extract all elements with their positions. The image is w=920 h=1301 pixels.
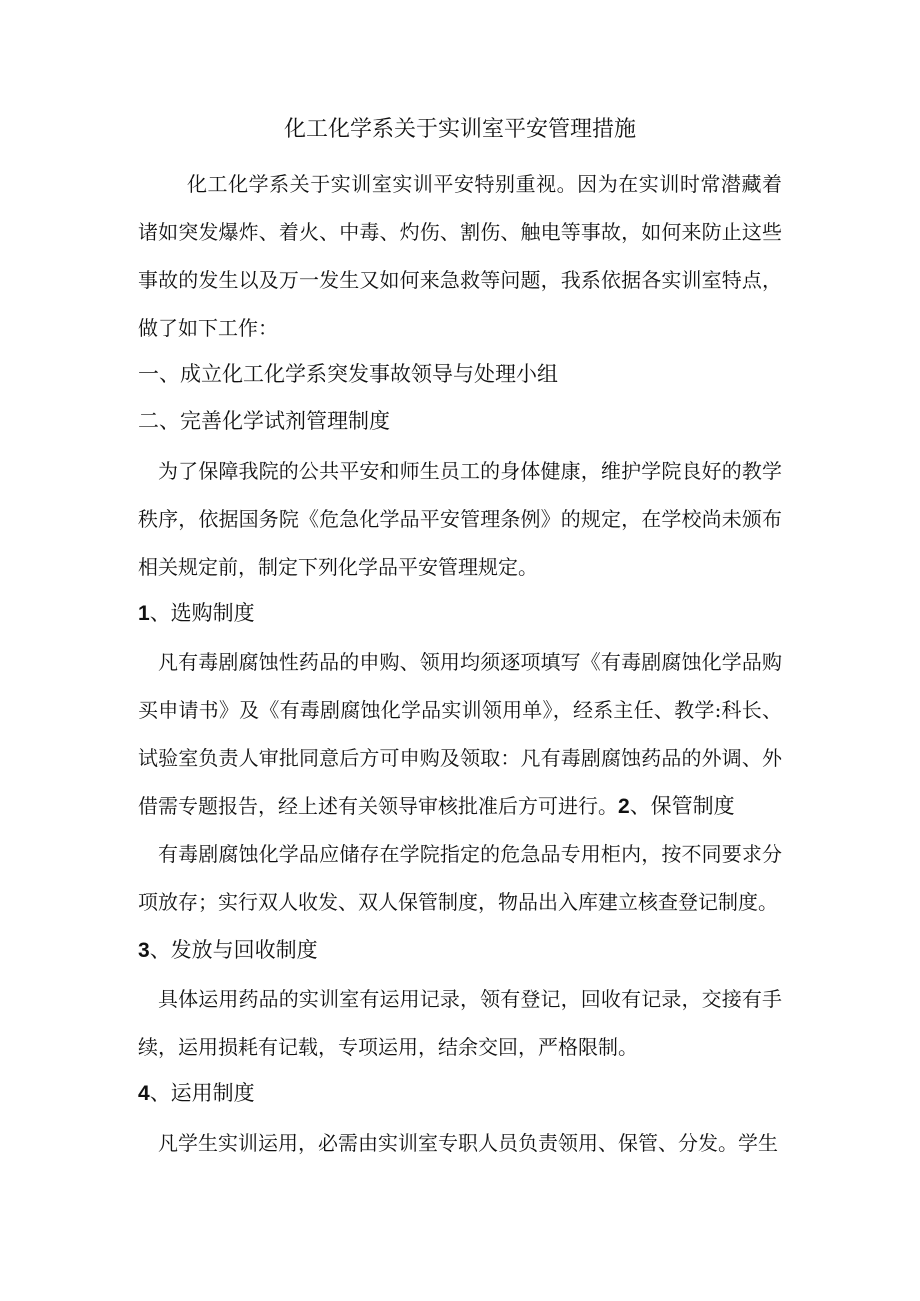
item-2-paragraph: 有毒剧腐蚀化学品应储存在学院指定的危急品专用柜内，按不同要求分项放存；实行双人收发、双人保管制度，物品出入库建立核查登记制度。 — [138, 842, 782, 914]
section-2-heading: 二、完善化学试剂管理制度 — [138, 409, 390, 433]
item-3-number: 3 — [138, 939, 150, 962]
item-4-heading — [138, 1073, 782, 1114]
intro-paragraph: 化工化学系关于实训室实训平安特别重视。因为在实训时常潜藏着诸如突发爆炸、着火、中毒、灼伤、割伤、触电等事故，如何来防止这些事故的发生以及万一发生又如何来急救等问题，我系依据各实训室特点，做了如下工作： — [138, 172, 782, 340]
item-1-title: 、选购制度 — [149, 601, 255, 625]
document-title: 化工化学系关于实训室平安管理措施 — [283, 117, 636, 142]
item-3-heading — [138, 930, 782, 971]
item-4-paragraph: 凡学生实训运用，必需由实训室专职人员负责领用、保管、分发。学生 — [158, 1131, 778, 1155]
item-3-paragraph: 具体运用药品的实训室有运用记录，领有登记，回收有记录，交接有手续，运用损耗有记载，专项运用，结余交回，严格限制。 — [138, 987, 782, 1059]
section-1-heading: 一、成立化工化学系突发事故领导与处理小组 — [138, 362, 558, 386]
item-1-heading — [138, 593, 782, 634]
item-1-paragraph — [138, 638, 782, 831]
item-3-title: 、发放与回收制度 — [149, 938, 318, 962]
item-2-heading — [618, 794, 735, 818]
item-4-title: 、运用制度 — [149, 1081, 255, 1105]
item-2-title: 、保管制度 — [629, 794, 735, 818]
item-1-text: 凡有毒剧腐蚀性药品的申购、领用均须逐项填写《有毒剧腐蚀化学品购买申请书》及《有毒剧腐蚀化学品实训领用单》，经系主任、教学:科长、试验室负责人审批同意后方可申购及领取：凡有毒剧腐蚀药品的外调、外借需专题报告，经上述有关领导审核批准后方可进行。 — [138, 650, 782, 818]
item-1-number: 1 — [138, 602, 150, 625]
item-4-number: 4 — [138, 1082, 150, 1105]
item-2-number: 2 — [618, 795, 630, 818]
section-2-paragraph: 为了保障我院的公共平安和师生员工的身体健康，维护学院良好的教学秩序，依据国务院《危急化学品平安管理条例》的规定，在学校尚未颁布相关规定前，制定下列化学品平安管理规定。 — [138, 459, 782, 579]
